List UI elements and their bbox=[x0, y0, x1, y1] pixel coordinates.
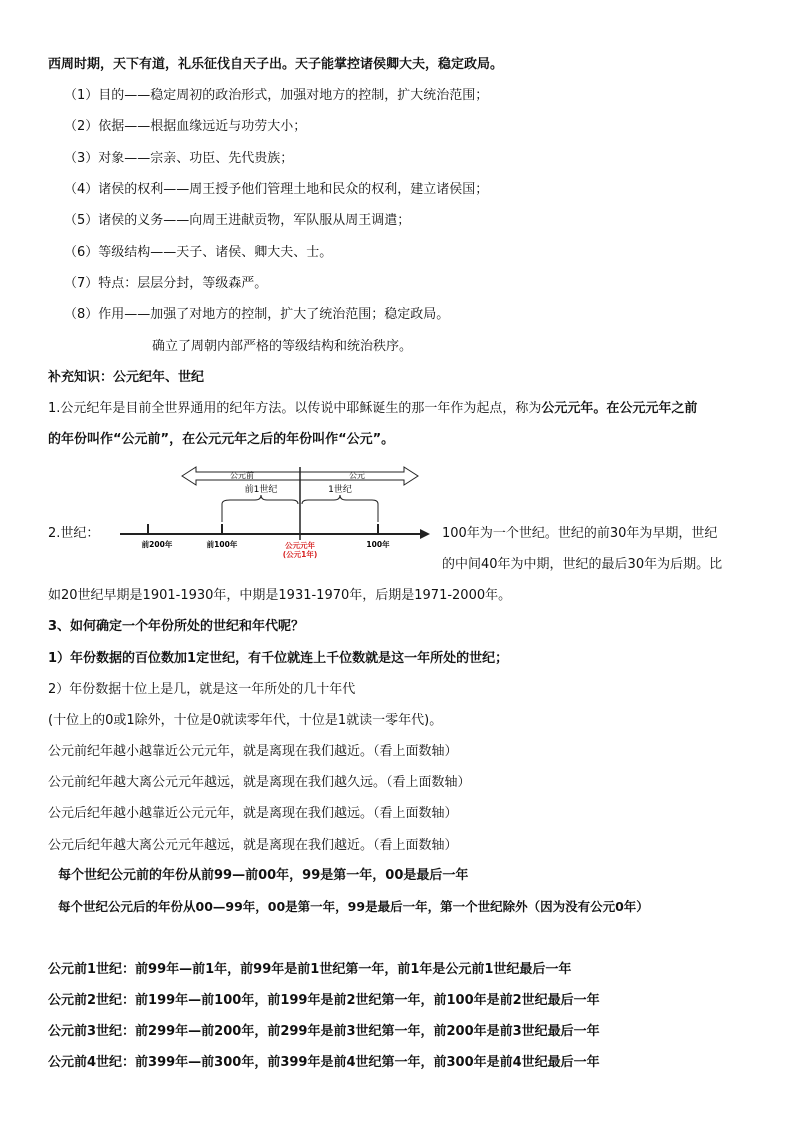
list-item-1: （1）目的——稳定周初的政治形式，加强对地方的控制，扩大统治范围； bbox=[64, 88, 489, 103]
bce-year-range: 每个世纪公元前的年份从前99—前00年，99是第一年，00是最后一年 bbox=[58, 868, 469, 883]
origin-sublabel: (公元1年) bbox=[282, 550, 318, 559]
p1-end: 。在公元元年之前 bbox=[593, 401, 698, 416]
list-item-5: （5）诸侯的义务——向周王进献贡物，军队服从周王调遣； bbox=[64, 213, 411, 228]
paragraph-1-line-1 bbox=[48, 400, 697, 418]
century-text-line-1: 100年为一个世纪。世纪的前30年为早期，世纪 bbox=[442, 526, 718, 541]
list-item-4: （4）诸侯的权利——周王授予他们管理土地和民众的权利，建立诸侯国； bbox=[64, 182, 489, 197]
list-item-7: （7）特点：层层分封，等级森严。 bbox=[64, 276, 268, 291]
rule-line-3: 公元后纪年越小越靠近公元元年，就是离现在我们越远。（看上面数轴） bbox=[48, 806, 458, 821]
list-item-8-continuation: 确立了周朝内部严格的等级结构和统治秩序。 bbox=[152, 339, 413, 354]
century-text-line-2: 的中间40年为中期，世纪的最后30年为后期。比 bbox=[442, 557, 723, 572]
century-bce-2: 公元前2世纪：前199年—前100年，前199年是前2世纪第一年，前100年是前2世纪最后一年 bbox=[48, 993, 600, 1008]
bce-century-label: 前1世纪 bbox=[244, 485, 278, 495]
ce-century-label: 1世纪 bbox=[328, 485, 352, 495]
century-text-line-3: 如20世纪早期是1901-1930年，中期是1931-1970年，后期是1971-2000年。 bbox=[48, 588, 512, 603]
ce-century-brace bbox=[302, 495, 378, 522]
rule-line-4: 公元后纪年越大离公元元年越远，就是离现在我们越近。（看上面数轴） bbox=[48, 838, 458, 853]
century-bce-4: 公元前4世纪：前399年—前300年，前399年是前4世纪第一年，前300年是前4世纪最后一年 bbox=[48, 1055, 600, 1070]
rule-line-1: 公元前纪年越小越靠近公元元年，就是离现在我们越近。（看上面数轴） bbox=[48, 744, 458, 759]
rule-2-note: (十位上的0或1除外，十位是0就读零年代，十位是1就读一零年代)。 bbox=[48, 713, 443, 728]
paragraph-1-line-2: 的年份叫作“公元前”，在公元元年之后的年份叫作“公元”。 bbox=[48, 432, 395, 447]
ce-year-range: 每个世纪公元后的年份从00—99年，00是第一年，99是最后一年，第一个世纪除外（因为没有公元0年） bbox=[58, 899, 649, 914]
bce-label: 公元前 bbox=[230, 471, 254, 480]
number-axis bbox=[120, 524, 430, 539]
list-item-3: （3）对象——宗亲、功臣、先代贵族； bbox=[64, 151, 294, 166]
list-item-2: （2）依据——根据血缘远近与功劳大小； bbox=[64, 119, 307, 134]
p1-bold: 公元元年 bbox=[541, 401, 594, 416]
bce-century-brace bbox=[222, 495, 298, 522]
timeline-diagram bbox=[110, 462, 440, 562]
intro-line: 西周时期，天下有道，礼乐征伐自天子出。天子能掌控诸侯卿大夫，稳定政局。 bbox=[48, 57, 504, 72]
origin-label: 公元元年 bbox=[285, 541, 315, 550]
ce-label: 公元 bbox=[349, 471, 365, 480]
century-bce-3: 公元前3世纪：前299年—前200年，前299年是前3世纪第一年，前200年是前3世纪最后一年 bbox=[48, 1024, 600, 1039]
rule-1: 1）年份数据的百位数加1定世纪，有千位就连上千位数就是这一年所处的世纪； bbox=[48, 651, 509, 666]
p1-text: 1.公元纪年是目前全世界通用的纪年方法。以传说中耶稣诞生的那一年作为起点，称为 bbox=[48, 401, 542, 416]
tick-label-200bce: 前200年 bbox=[141, 540, 173, 549]
section-3-title: 3、如何确定一个年份所处的世纪和年代呢？ bbox=[48, 619, 305, 634]
century-label: 2.世纪： bbox=[48, 526, 100, 541]
tick-label-100ce: 100年 bbox=[366, 540, 390, 549]
tick-label-100bce: 前100年 bbox=[206, 540, 238, 549]
list-item-6: （6）等级结构——天子、诸侯、卿大夫、士。 bbox=[64, 245, 333, 260]
rule-line-2: 公元前纪年越大离公元元年越远，就是离现在我们越久远。（看上面数轴） bbox=[48, 775, 471, 790]
century-bce-1: 公元前1世纪：前99年—前1年，前99年是前1世纪第一年，前1年是公元前1世纪最后一年 bbox=[48, 962, 572, 977]
supplement-title: 补充知识：公元纪年、世纪 bbox=[48, 370, 205, 385]
list-item-8: （8）作用——加强了对地方的控制，扩大了统治范围；稳定政局。 bbox=[64, 307, 450, 322]
rule-2: 2）年份数据十位上是几，就是这一年所处的几十年代 bbox=[48, 682, 356, 697]
